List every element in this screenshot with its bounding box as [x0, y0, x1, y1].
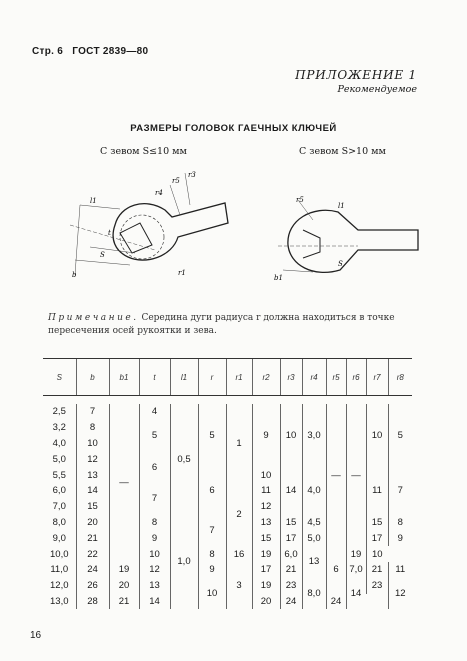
- cell-r4: 4,5: [302, 515, 326, 531]
- cell-r4: 8,0: [302, 578, 326, 610]
- cell-t: 13: [139, 578, 170, 594]
- col-header: r7: [366, 359, 388, 396]
- note-text: Середина дуги радиуса r должна находиться в точке пересечения осей рукоятки и зева.: [48, 313, 395, 336]
- cell-r4: 3,0: [302, 404, 326, 467]
- cell-r6: —: [346, 404, 366, 546]
- cell-b: 7: [76, 404, 109, 420]
- col-header: r3: [280, 359, 302, 396]
- cell-r7: 21: [366, 562, 388, 578]
- label-b1-right: b1: [274, 274, 283, 282]
- appendix-block: [295, 68, 417, 95]
- label-r3: r3: [188, 171, 196, 179]
- cell-r5: —: [326, 404, 346, 546]
- col-header: b: [76, 359, 109, 396]
- label-l1: l1: [90, 197, 97, 205]
- cell-l1: 0,5: [170, 404, 198, 515]
- cell-b: 26: [76, 578, 109, 594]
- cell-b: 12: [76, 451, 109, 467]
- cell-S: 12,0: [50, 580, 69, 592]
- col-header: r6: [346, 359, 366, 396]
- page-label: Стр. 6: [32, 46, 64, 57]
- cell-b: 10: [76, 436, 109, 452]
- table-header-row: [43, 359, 412, 396]
- cell-S: 8,0: [52, 516, 66, 528]
- cell-b: 14: [76, 483, 109, 499]
- cell-r1: 2: [226, 483, 252, 546]
- cell-b1: —: [109, 404, 139, 562]
- col-header: t: [139, 359, 170, 396]
- note-paragraph: [48, 312, 428, 338]
- cell-S: 10,0: [50, 548, 69, 560]
- cell-S: 2,5: [52, 406, 66, 418]
- cell-r3: 10: [280, 404, 302, 467]
- cell-b: 21: [76, 530, 109, 546]
- cell-r7: 24: [326, 594, 346, 610]
- cell-S: 3,2: [52, 422, 66, 434]
- cell-r8: 7: [388, 467, 412, 514]
- cell-r8: 8: [388, 515, 412, 531]
- cell-S: 9,0: [52, 532, 66, 544]
- cell-r2: 20: [252, 594, 280, 610]
- left-figure-caption: С зевом S≤10 мм: [100, 146, 187, 157]
- cell-S: 5,0: [52, 453, 66, 465]
- cell-r2: 16: [226, 546, 252, 562]
- cell-r2: 9: [252, 404, 280, 467]
- cell-r4: 5,0: [302, 530, 326, 546]
- cell-r3: 15: [280, 515, 302, 531]
- cell-r8: 9: [388, 530, 412, 546]
- table-row: [43, 404, 412, 420]
- cell-r3: 23: [280, 578, 302, 594]
- cell-b: 28: [76, 594, 109, 610]
- cell-r8: 11: [388, 562, 412, 578]
- wrench-small-drawing: [60, 165, 250, 295]
- page-header: [32, 46, 154, 57]
- cell-r2: 15: [252, 530, 280, 546]
- cell-r2: 13: [252, 515, 280, 531]
- cell-t: 4: [139, 404, 170, 420]
- section-title: РАЗМЕРЫ ГОЛОВОК ГАЕЧНЫХ КЛЮЧЕЙ: [130, 123, 337, 134]
- appendix-title: ПРИЛОЖЕНИЕ 1: [295, 68, 417, 82]
- cell-r: 10: [198, 578, 226, 610]
- cell-b: 24: [76, 562, 109, 578]
- cell-r3: 19: [252, 546, 280, 562]
- cell-r2: 17: [252, 562, 280, 578]
- cell-S: 4,0: [52, 437, 66, 449]
- cell-r3: 17: [280, 530, 302, 546]
- label-b: b: [72, 271, 77, 279]
- cell-S: 11,0: [50, 564, 69, 576]
- cell-b1: 19: [109, 562, 139, 578]
- cell-S: 7,0: [52, 501, 66, 513]
- cell-r1: 3: [226, 562, 252, 609]
- cell-l1: 1,0: [170, 515, 198, 610]
- cell-r2: 12: [252, 499, 280, 515]
- label-r5-right: r5: [296, 196, 304, 204]
- col-header: r: [198, 359, 226, 396]
- cell-b: 8: [76, 420, 109, 436]
- label-r5: r5: [172, 177, 180, 185]
- cell-b1: 21: [109, 594, 139, 610]
- cell-r: 5: [198, 404, 226, 467]
- label-l1-right: l1: [338, 202, 345, 210]
- cell-r: 8: [198, 546, 226, 562]
- col-header: r5: [326, 359, 346, 396]
- standard-label: ГОСТ 2839—80: [72, 46, 149, 57]
- cell-r7: 11: [366, 467, 388, 514]
- cell-b: 13: [76, 467, 109, 483]
- cell-r7: 10: [366, 404, 388, 467]
- label-S: S: [100, 251, 105, 259]
- col-header: r4: [302, 359, 326, 396]
- cell-r8: 12: [388, 578, 412, 610]
- cell-t: 14: [139, 594, 170, 610]
- cell-r7: 23: [366, 578, 388, 594]
- label-S-right: S: [338, 260, 343, 268]
- cell-r: 7: [198, 515, 226, 547]
- cell-r2: 19: [252, 578, 280, 594]
- table-row: [43, 546, 412, 562]
- table-row: [43, 562, 412, 578]
- cell-t: 10: [139, 546, 170, 562]
- label-r1: r1: [178, 269, 186, 277]
- cell-r7: 19: [346, 546, 366, 562]
- cell-r3: 21: [280, 562, 302, 578]
- cell-b: 15: [76, 499, 109, 515]
- col-header: l1: [170, 359, 198, 396]
- right-figure-caption: С зевом S>10 мм: [299, 146, 386, 157]
- cell-t: 8: [139, 515, 170, 531]
- cell-r4: 4,0: [302, 467, 326, 514]
- cell-r6: 6: [326, 546, 346, 593]
- cell-b: 20: [76, 515, 109, 531]
- cell-r8: 5: [388, 404, 412, 467]
- cell-r1: 1: [226, 404, 252, 483]
- cell-S: 5,5: [52, 469, 66, 481]
- cell-S: 6,0: [52, 485, 66, 497]
- cell-r7: 15: [366, 515, 388, 531]
- cell-r: 6: [198, 467, 226, 514]
- cell-r3: 24: [280, 594, 302, 610]
- cell-r2: 11: [252, 483, 280, 499]
- cell-r: 9: [198, 562, 226, 578]
- cell-b: 22: [76, 546, 109, 562]
- col-header: S: [43, 359, 76, 396]
- cell-r8: 10: [366, 546, 388, 562]
- cell-r7: 17: [366, 530, 388, 546]
- cell-t: 12: [139, 562, 170, 578]
- col-header: r8: [388, 359, 412, 396]
- page-number: 16: [30, 630, 42, 641]
- label-r4: r4: [155, 189, 163, 197]
- col-header: r2: [252, 359, 280, 396]
- dimensions-table: [43, 358, 412, 609]
- cell-t: 9: [139, 530, 170, 546]
- note-lead: Примечание.: [48, 313, 139, 323]
- wrench-large-drawing: [268, 190, 438, 290]
- col-header: r1: [226, 359, 252, 396]
- cell-r4: 6,0: [280, 546, 302, 562]
- cell-t: 6: [139, 451, 170, 483]
- cell-r5: 13: [302, 546, 326, 578]
- cell-S: 13,0: [50, 595, 69, 607]
- cell-r5: 14: [346, 578, 366, 610]
- label-t: t: [108, 229, 111, 237]
- col-header: b1: [109, 359, 139, 396]
- cell-r2: 10: [252, 467, 280, 483]
- cell-r3: 14: [280, 467, 302, 514]
- cell-t: 5: [139, 420, 170, 452]
- cell-r4: 7,0: [346, 562, 366, 578]
- cell-b1: 20: [109, 578, 139, 594]
- cell-t: 7: [139, 483, 170, 515]
- appendix-subtitle: Рекомендуемое: [337, 84, 417, 95]
